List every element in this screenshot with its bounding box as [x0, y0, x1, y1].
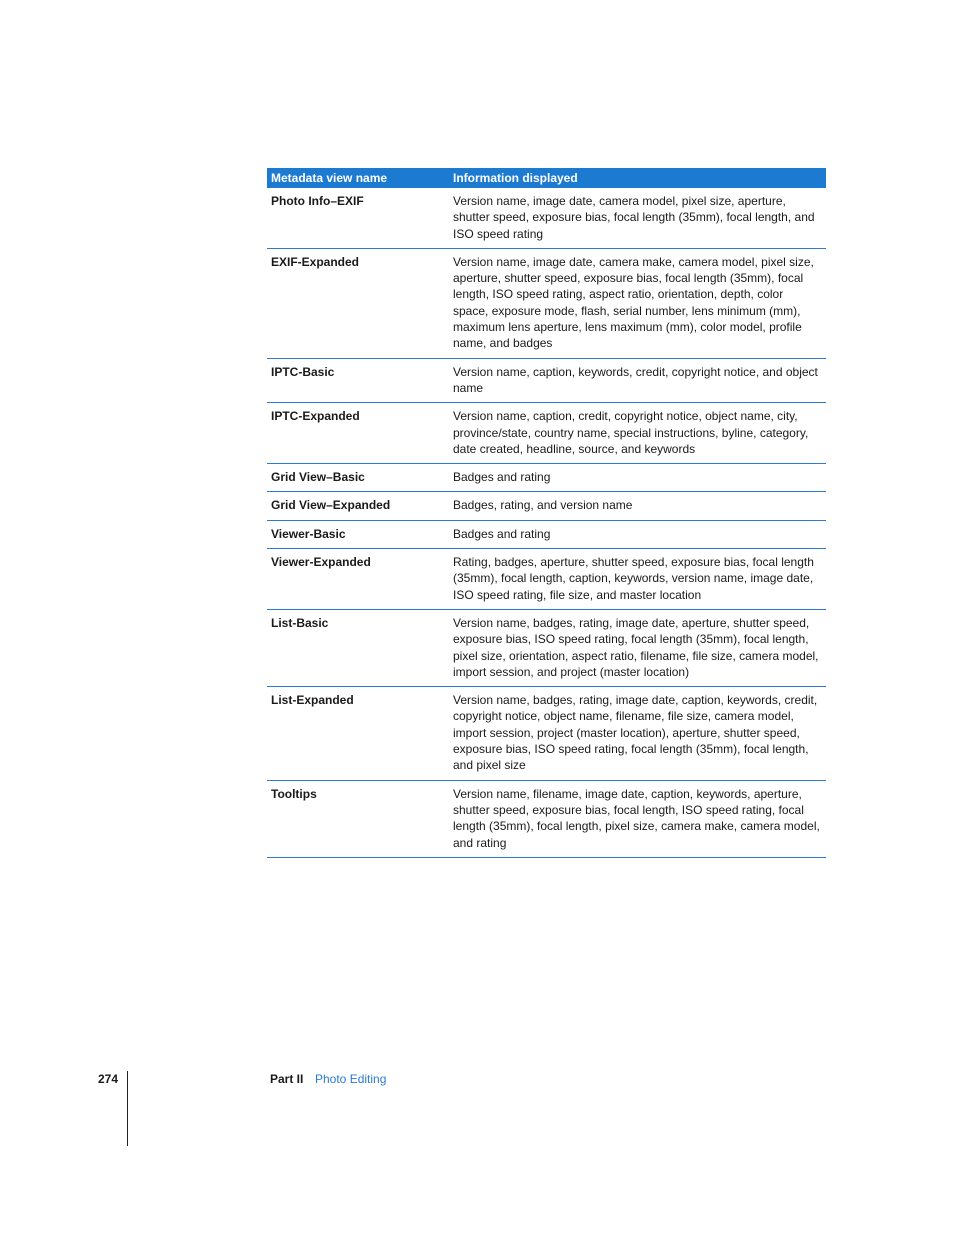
header-information-displayed: Information displayed [453, 170, 578, 185]
view-name-cell: Grid View–Basic [271, 470, 365, 485]
table-row [267, 549, 826, 610]
footer-section-link[interactable]: Photo Editing [315, 1072, 387, 1086]
table-row [267, 492, 826, 520]
info-cell: Version name, badges, rating, image date, aperture, shutter speed, exposure bias, ISO speed rating, focal length (35mm), focal length, pixel size, orientation, aspect ratio, filename, file size, camera model, import session, and project (master location) [453, 615, 819, 679]
table-row [267, 610, 826, 687]
table-header [267, 168, 826, 188]
info-cell: Badges, rating, and version name [453, 498, 633, 513]
table-row [267, 521, 826, 549]
metadata-views-table [267, 168, 826, 858]
view-name-cell: List-Basic [271, 615, 329, 630]
view-name-cell: List-Expanded [271, 693, 354, 708]
table-row [267, 359, 826, 404]
info-cell: Version name, badges, rating, image date, caption, keywords, credit, copyright notice, object name, filename, file size, camera model, import session, project (master location), aperture, shutter speed, exposure bias, ISO speed rating, focal length (35mm), focal length, and pixel size [453, 693, 818, 773]
view-name-cell: Photo Info–EXIF [271, 194, 364, 208]
table-row [267, 403, 826, 464]
view-name-cell: Grid View–Expanded [271, 498, 391, 513]
table-row [267, 188, 826, 249]
info-cell: Version name, filename, image date, caption, keywords, aperture, shutter speed, exposure bias, focal length, ISO speed rating, focal length (35mm), focal length, pixel size, camera make, camera model, and rating [453, 786, 820, 850]
view-name-cell: EXIF-Expanded [271, 254, 360, 269]
view-name-cell: IPTC-Expanded [271, 409, 360, 424]
info-cell: Version name, image date, camera model, pixel size, aperture, shutter speed, exposure bias, focal length (35mm), focal length, and ISO speed rating [453, 194, 815, 241]
info-cell: Version name, caption, keywords, credit, copyright notice, and object name [453, 364, 818, 395]
table-row [267, 687, 826, 780]
table-row [267, 464, 826, 492]
info-cell: Badges and rating [453, 470, 551, 485]
view-name-cell: Tooltips [271, 786, 317, 801]
footer-part-label: Part II [270, 1072, 304, 1086]
info-cell: Rating, badges, aperture, shutter speed, exposure bias, focal length (35mm), focal length, caption, keywords, version name, image date, ISO speed rating, file size, and master location [453, 555, 814, 602]
info-cell: Badges and rating [453, 526, 551, 541]
view-name-cell: Viewer-Expanded [271, 555, 371, 570]
table-row [267, 781, 826, 858]
header-metadata-view-name: Metadata view name [271, 170, 388, 185]
footer-divider [127, 1071, 128, 1146]
view-name-cell: Viewer-Basic [271, 526, 346, 541]
table-row [267, 249, 826, 359]
view-name-cell: IPTC-Basic [271, 364, 335, 379]
page-number: 274 [98, 1072, 119, 1086]
info-cell: Version name, image date, camera make, camera model, pixel size, aperture, shutter speed, exposure bias, focal length (35mm), focal length, ISO speed rating, aspect ratio, orientation, depth, color space, exposure mode, flash, serial number, lens minimum (mm), maximum lens aperture, lens maximum (mm), color model, profile name, and badges [453, 254, 814, 351]
info-cell: Version name, caption, credit, copyright notice, object name, city, province/state, country name, special instructions, byline, category, date created, headline, source, and keywords [453, 409, 809, 456]
